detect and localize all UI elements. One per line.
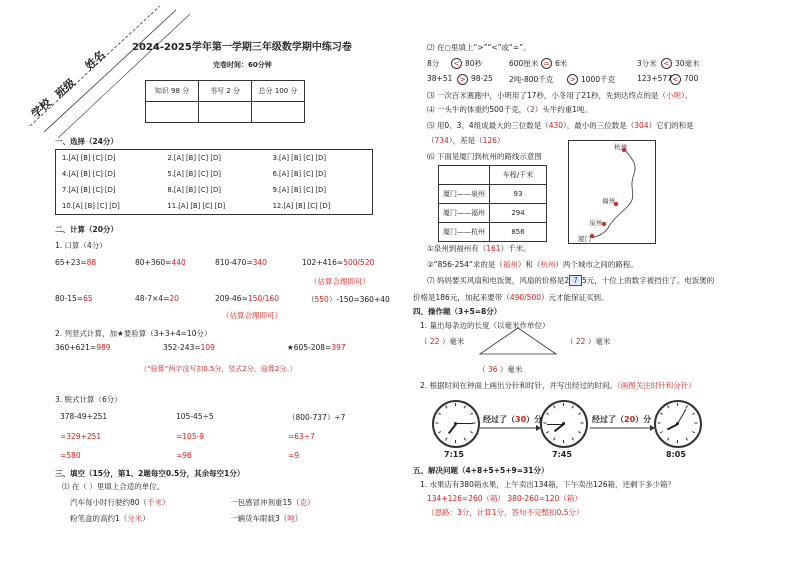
part-1-label: 1. 口算（4分）	[55, 241, 107, 250]
clock-tick	[546, 431, 549, 433]
section-3-title: 三、填空（15分，第1、2题每空0.5分，其余每空1分）	[55, 469, 245, 478]
page-title: 2024-2025学年第一学期三年级数学期中练习卷	[132, 42, 352, 53]
fill-line-1b: 一包感冒冲剂重15（克）	[230, 498, 315, 507]
clock-tick	[692, 413, 695, 415]
sub-q1: ①泉州到福州有（161）千米。	[427, 244, 531, 253]
clock-tick	[470, 431, 473, 433]
calc-expr: （550）-150=360+40	[307, 295, 390, 304]
estimate-note-1: （估算合理即可）	[310, 277, 370, 286]
clock-face-3	[654, 400, 702, 448]
calc-expr: 102+416≈500/520	[302, 258, 375, 267]
compare-circle[interactable]: <	[451, 58, 462, 69]
elapsed-2: 经过了（20）分	[592, 415, 652, 424]
dist-route: 厦门——泉州	[439, 185, 490, 204]
calc-expr: 810-470=340	[215, 258, 267, 267]
section-4-title: 四、操作题（3+5=8分）	[413, 307, 502, 316]
clock-tick	[667, 437, 669, 440]
compare-circle[interactable]: <	[661, 58, 672, 69]
clock-tick	[581, 423, 584, 424]
side-label-name: 姓名	[82, 48, 108, 73]
clock-tick	[695, 423, 698, 424]
answer-option[interactable]: 4.[A] [B] [C] [D]	[62, 170, 116, 178]
clock-center	[454, 422, 457, 425]
dist-route: 厦门——福州	[439, 204, 490, 223]
section-5-title: 五、解决问题（4+8+5+5+9=31分）	[413, 466, 549, 475]
answer-option[interactable]: 9.[A] [B] [C] [D]	[272, 186, 327, 194]
fill-line-2b: 一辆货车限载3（吨）	[230, 514, 303, 523]
q6-title: ⑹ 下面是厦门到杭州的路线示意图	[427, 152, 542, 161]
clock-tick	[464, 437, 466, 440]
calc-expr: 80+360=440	[135, 258, 186, 267]
part-2-label: 2. 列竖式计算，加★要验算（3+3+4=10分）	[55, 329, 212, 338]
clock-tick	[572, 437, 574, 440]
triangle-shape	[478, 326, 558, 356]
part-3-label: 3. 脱式计算（6分）	[55, 395, 122, 404]
clock-tick	[455, 440, 456, 443]
q7-line-2: 价格是186元，加起来要带（490/500）元才能保证买到。	[413, 293, 609, 302]
clock-tick	[660, 431, 663, 433]
problem-1: 1. 水果店有380箱水果，上午卖出134箱，下午卖出126箱，还剩下多少箱？	[420, 480, 675, 489]
clock-tick	[445, 437, 447, 440]
tri-bottom-answer: （ 36 ）毫米	[478, 365, 523, 374]
clock-tick	[658, 423, 661, 424]
clock-label: 2. 根据时间在钟面上画出分针和时针，并写出经过的时间。（画图关注时针和分针）	[420, 381, 696, 390]
answer-option[interactable]: 3.[A] [B] [C] [D]	[272, 154, 327, 162]
answer-grid	[55, 149, 373, 215]
clock-tick	[667, 405, 669, 408]
clock-tick	[578, 413, 581, 415]
q5-line-1: ⑸ 用0、3、4组成最大的三位数是（430），最小的三位数是（304）它们的和是	[427, 121, 694, 130]
map-label-fuzhou: 福州	[602, 197, 615, 205]
clock-tick	[546, 413, 549, 415]
measure-label: 1. 量出每条边的长度（以毫米作单位）	[420, 321, 550, 330]
hidden-digit-box: 7	[569, 275, 582, 286]
clock-tick	[692, 431, 695, 433]
answer-option[interactable]: 2.[A] [B] [C] [D]	[167, 154, 221, 162]
q5-line-2: （734），差是（126）	[427, 136, 505, 145]
score-blank[interactable]	[252, 102, 305, 123]
arrow-2	[590, 424, 656, 432]
map-label-xiamen: 厦门	[578, 235, 591, 243]
answer-option[interactable]: 10.[A] [B] [C] [D]	[62, 202, 120, 210]
compare-q2: ⑵ 在○里填上“>”“<”或“=”。	[427, 43, 531, 52]
clock-tick	[455, 403, 456, 406]
calc-expr: ★605-208=397	[287, 343, 346, 352]
answer-option[interactable]: 1.[A] [B] [C] [D]	[62, 154, 116, 162]
fill-line-2a: 粉笔盒的高约1（分米）	[70, 514, 150, 523]
clock-tick	[677, 403, 678, 406]
map-label-hangzhou: 杭州	[614, 143, 627, 151]
clock-center	[676, 422, 679, 425]
compare-circle[interactable]: =	[541, 58, 552, 69]
clock-face-2	[540, 400, 588, 448]
calc-expr: 360+621=989	[55, 343, 111, 352]
q4-line: ⑷ 一头牛的体重约500千克，（2）头牛约重1吨。	[427, 105, 593, 114]
clock-tick	[660, 413, 663, 415]
clock-tick	[563, 440, 564, 443]
compare-circle[interactable]: <	[670, 74, 681, 85]
elapsed-1: 经过了（30）分	[483, 415, 543, 424]
clock-tick	[578, 431, 581, 433]
clock-tick	[563, 403, 564, 406]
tri-left-answer: （ 22 ）毫米	[420, 337, 465, 346]
dist-value: 93	[490, 185, 547, 204]
compare-circle[interactable]: >	[567, 74, 578, 85]
score-cell-total: 总分 100 分	[252, 81, 305, 102]
clock-tick	[445, 405, 447, 408]
clock-face-1	[432, 400, 480, 448]
fill-line-1a: 汽车每小时行驶约80（千米）	[70, 498, 170, 507]
estimate-note-2: （估算合理即可）	[222, 311, 282, 320]
side-label-class: 班级	[52, 76, 78, 101]
minute-hand[interactable]	[456, 423, 473, 424]
q7-line-1: ⑺ 妈妈要买风扇和电饭煲，风扇的价格是2 7 5元，十位上的数字被挡住了。电饭煲的	[427, 276, 715, 285]
answer-option[interactable]: 7.[A] [B] [C] [D]	[62, 186, 116, 194]
dist-route: 厦门——杭州	[439, 223, 490, 242]
dist-head: 车程/千米	[490, 166, 547, 185]
sub-q2: ②“856-254”求的是（福州）和（杭州）两个城市之间的路程。	[427, 260, 638, 269]
score-cell-writing: 书写 2 分	[199, 81, 252, 102]
clock-tick	[677, 440, 678, 443]
answer-option[interactable]: 11.[A] [B] [C] [D]	[167, 202, 226, 210]
score-table	[145, 80, 305, 123]
clock-tick	[553, 437, 555, 440]
map-label-quanzhou: 泉州	[589, 219, 602, 227]
clock-time-1: 7:15	[444, 450, 464, 459]
vertical-calc-note: （“验算”两字没写扣0.5分，竖式2分，验算2分。）	[140, 365, 297, 373]
score-blank[interactable]	[146, 102, 199, 123]
time-note: 完卷时间：60分钟	[213, 61, 272, 69]
fill-q1: ⑴ 在（ ）里填上合适的单位。	[62, 482, 165, 491]
tri-right-answer: （ 22 ）毫米	[566, 337, 611, 346]
answer-option[interactable]: 8.[A] [B] [C] [D]	[167, 186, 221, 194]
clock-tick	[464, 405, 466, 408]
hour-hand[interactable]	[448, 423, 457, 434]
section-1-title: 一、选择（24分）	[55, 137, 118, 146]
clock-tick	[470, 413, 473, 415]
section-2-title: 二、计算（20分）	[55, 225, 118, 234]
q3-line: ⑶ 一次百米赛跑中，小明用了17秒，小冬用了21秒，先到达终点的是（小明）。	[427, 91, 693, 100]
clock-tick	[553, 405, 555, 408]
clock-tick	[686, 437, 688, 440]
route-map	[568, 140, 656, 244]
clock-center	[562, 422, 565, 425]
problem-1-note: （思路：3分，计算1分，答句不完整扣0.5分）	[427, 508, 584, 517]
clock-tick	[572, 405, 574, 408]
score-blank[interactable]	[199, 102, 252, 123]
problem-1-answer: 134+126=260（箱） 380-260=120（箱）	[427, 494, 582, 503]
clock-time-2: 7:45	[552, 450, 572, 459]
answer-option[interactable]: 12.[A] [B] [C] [D]	[272, 202, 331, 210]
calc-expr: 65+23=88	[55, 258, 97, 267]
calc-expr: 209-46≈150/160	[215, 294, 280, 303]
calc-expr: 352-243=109	[163, 343, 215, 352]
clock-tick	[438, 413, 441, 415]
side-label-school: 学校	[28, 96, 54, 121]
clock-tick	[438, 431, 441, 433]
distance-table	[438, 165, 547, 242]
calc-expr: 80-15=65	[55, 294, 93, 303]
dist-value: 856	[490, 223, 547, 242]
score-cell-knowledge: 知识 98 分	[146, 81, 199, 102]
compare-circle[interactable]: >	[457, 74, 468, 85]
dist-head-blank	[439, 166, 490, 185]
dist-value: 294	[490, 204, 547, 223]
answer-option[interactable]: 6.[A] [B] [C] [D]	[272, 170, 327, 178]
clock-tick	[436, 423, 439, 424]
clock-time-3: 8:05	[666, 450, 686, 459]
answer-option[interactable]: 5.[A] [B] [C] [D]	[167, 170, 221, 178]
arrow-1	[480, 424, 542, 432]
calc-expr: 48-7×4=20	[135, 294, 179, 303]
